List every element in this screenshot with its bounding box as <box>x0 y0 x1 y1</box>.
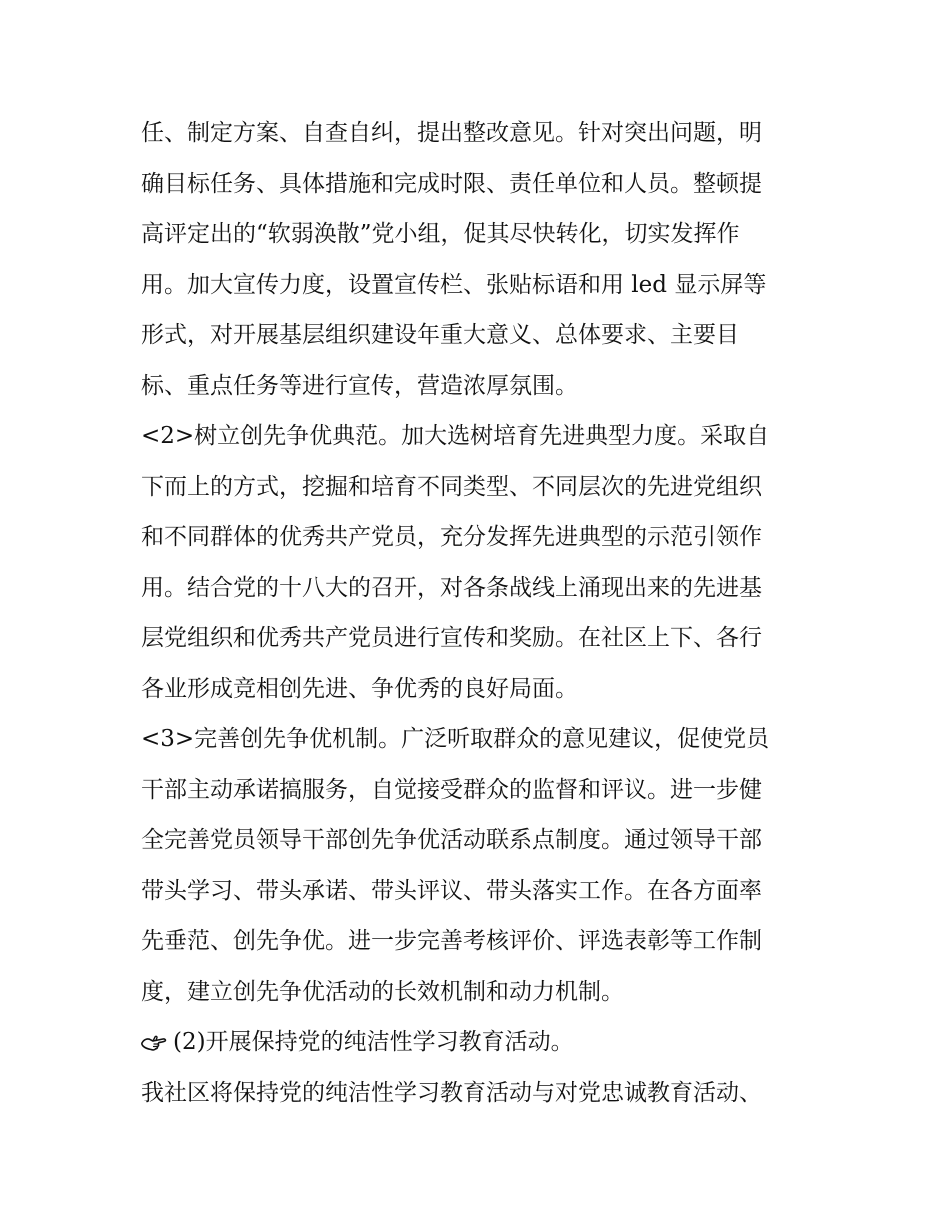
text-line: 标、重点任务等进行宣传，营造浓厚氛围。 <box>141 372 578 399</box>
item-3-heading-line: <3>完善创先争优机制。广泛听取群众的意见建议，促使党员 <box>141 726 770 752</box>
text-line: 我社区将保持党的纯洁性学习教育活动与对党忠诚教育活动、 <box>141 1079 762 1106</box>
text-line: 带头学习、带头承诺、带头评议、带头落实工作。在各方面率 <box>141 877 762 904</box>
text-line: 各业形成竞相创先进、争优秀的良好局面。 <box>141 675 578 702</box>
pointing-hand-icon <box>141 1033 167 1051</box>
text-line: 用。加大宣传力度，设置宣传栏、张贴标语和用 led 显示屏等 <box>141 271 767 298</box>
document-body <box>141 108 821 1118</box>
text-line: 先垂范、创先争优。进一步完善考核评价、评选表彰等工作制 <box>141 928 762 954</box>
text-line: 和不同群体的优秀共产党员，充分发挥先进典型的示范引领作 <box>141 524 762 550</box>
text-line: 全完善党员领导干部创先争优活动联系点制度。通过领导干部 <box>141 827 762 853</box>
item-2-heading-line: <2>树立创先争优典范。加大选树培育先进典型力度。采取自 <box>141 423 770 449</box>
text-line: 任、制定方案、自查自纠，提出整改意见。针对突出问题，明 <box>141 120 762 146</box>
text-line: 用。结合党的十八大的召开，对各条战线上涌现出来的先进基 <box>141 574 762 601</box>
text-line: 形式，对开展基层组织建设年重大意义、总体要求、主要目 <box>141 322 739 348</box>
text-line: 确目标任务、具体措施和完成时限、责任单位和人员。整顿提 <box>141 170 762 197</box>
text-line: 高评定出的“软弱涣散”党小组，促其尽快转化，切实发挥作 <box>141 221 740 247</box>
text-line: 层党组织和优秀共产党员进行宣传和奖励。在社区上下、各行 <box>141 625 762 651</box>
text-line: 干部主动承诺搞服务，自觉接受群众的监督和评议。进一步健 <box>141 776 762 803</box>
text-line: 度，建立创先争优活动的长效机制和动力机制。 <box>141 978 624 1005</box>
section-2-heading-text: (2)开展保持党的纯洁性学习教育活动。 <box>173 1029 574 1055</box>
section-2-heading <box>141 1017 821 1068</box>
text-line: 下而上的方式，挖掘和培育不同类型、不同层次的先进党组织 <box>141 473 762 500</box>
